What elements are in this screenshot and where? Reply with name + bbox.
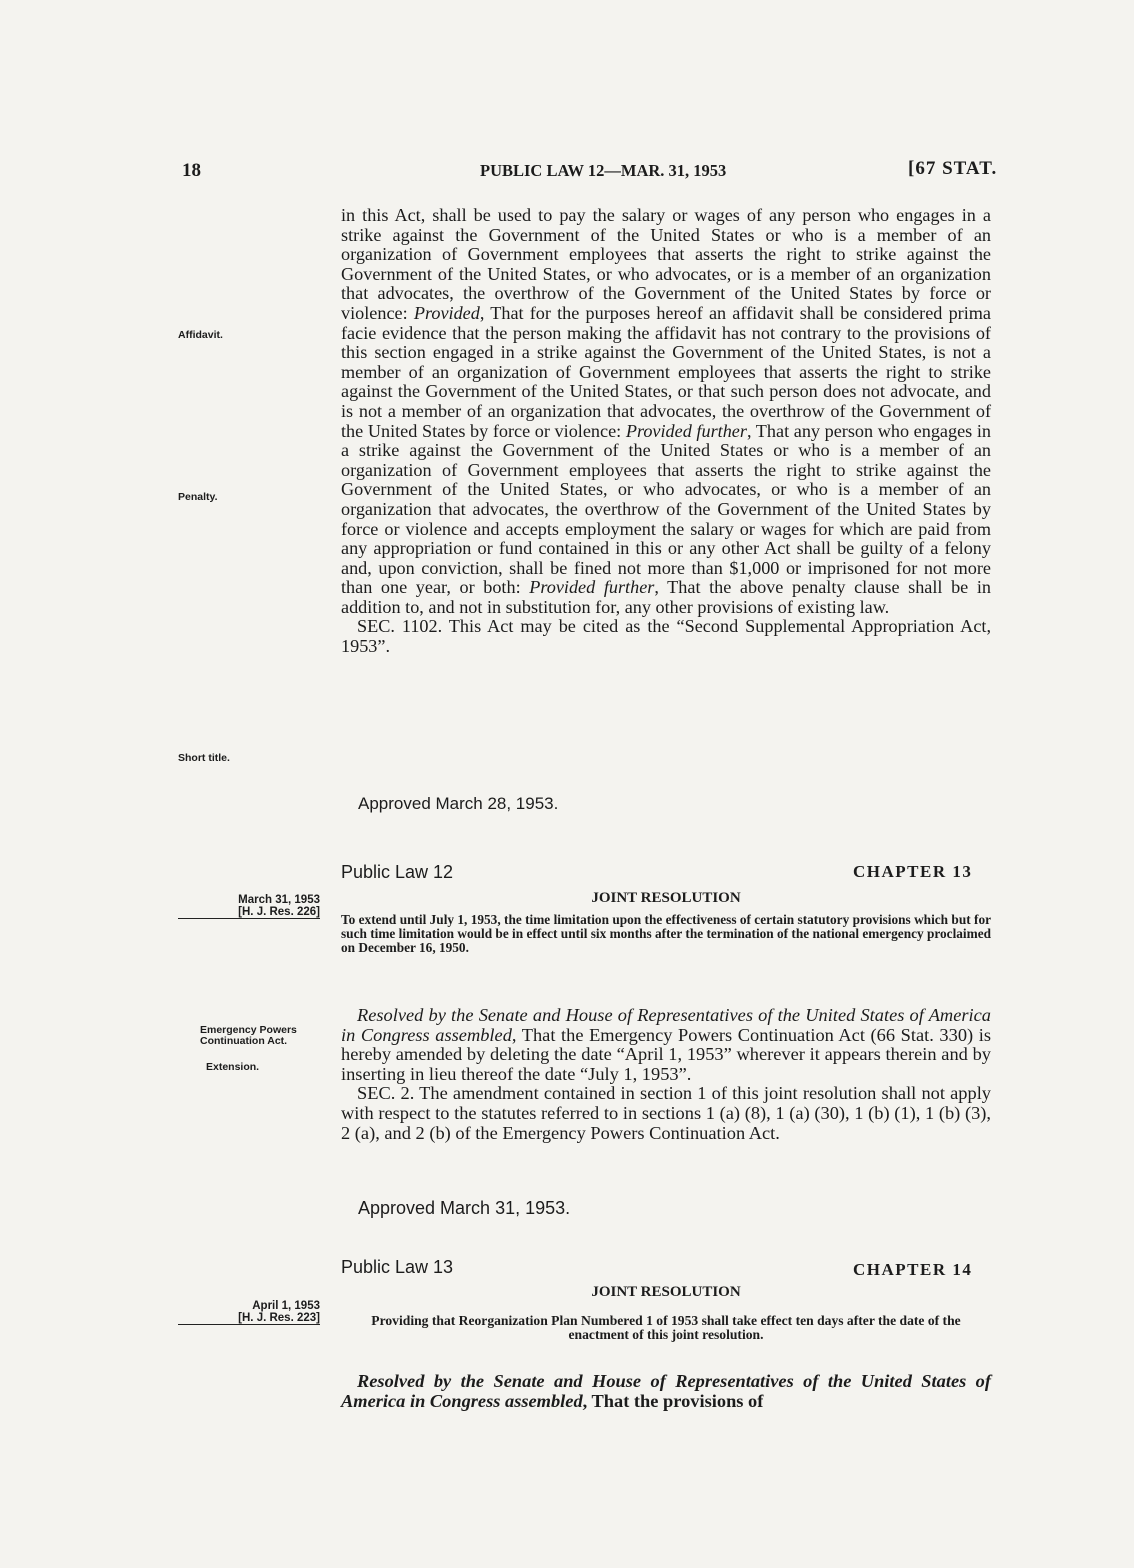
pl12-summary-text: To extend until July 1, 1953, the time limitation upon the effectiveness of certain statutory provisions which but for such time limitation would be in effect until six months after the termination of the national emergency proclaimed on December 16, 1950.: [341, 912, 991, 955]
pl13-resolved-clause: [341, 1372, 991, 1411]
pl12-resolved-italic: Resolved by the Senate and House of Representatives of the United States of America in Congress assembled: [341, 1005, 991, 1045]
statute-reference: [67 STAT.: [908, 158, 998, 179]
pl12-summary: [341, 913, 991, 955]
pl12-label: Public Law 12: [341, 862, 454, 882]
margin-note-affidavit: Affidavit.: [178, 329, 223, 341]
provided-further-italic: Provided further: [625, 420, 747, 441]
pl13-joint-resolution: JOINT RESOLUTION: [591, 1284, 741, 1300]
running-title: PUBLIC LAW 12—MAR. 31, 1953: [480, 161, 727, 180]
page-number: 18: [182, 160, 201, 181]
para-part-d: , That the above penalty clause shall be in addition to, and not in substitution for, any other provisions of existing law.: [341, 577, 991, 617]
pl13-body: [341, 1372, 991, 1411]
margin-note-short-title: Short title.: [178, 752, 230, 764]
sec-1102: SEC. 1102. This Act may be cited as the “Second Supplemental Appropriation Act, 1953”.: [341, 616, 991, 657]
pl13-resolution-ref: [H. J. Res. 223]: [178, 1312, 320, 1325]
pl13-summary: Providing that Reorganization Plan Numbered 1 of 1953 shall take effect ten days after the date of the enactment of this joint resolution.: [371, 1313, 961, 1342]
pl12-chapter: CHAPTER 13: [853, 862, 973, 881]
pl12-sec1-text: , That the Emergency Powers Continuation Act (66 Stat. 330) is hereby amended by deleting the date “April 1, 1953” wherever it appears therein and by inserting in lieu thereof the date “July 1, 1953”.: [341, 1024, 991, 1084]
approved-march-31: Approved March 31, 1953.: [358, 1198, 571, 1218]
pl12-date: March 31, 1953: [238, 894, 320, 906]
pl12-section-2: SEC. 2. The amendment contained in section 1 of this joint resolution shall not apply with respect to the statutes referred to in sections 1 (a) (8), 1 (a) (30), 1 (b) (1), 1 (b) (3), 2 (a), and 2 (b) of the Emergency Powers Continuation Act.: [341, 1083, 991, 1143]
pl13-chapter: CHAPTER 14: [853, 1260, 973, 1279]
pl12-resolution-ref: [H. J. Res. 226]: [178, 906, 320, 919]
continuation-section: [341, 206, 991, 657]
pl12-body: [341, 1006, 991, 1143]
para-part-a: in this Act, shall be used to pay the salary or wages of any person who engages in a strike against the Government of the United States or who is a member of an organization of Government employees that asserts the right to strike against the Government of the United States, or who advocates, or is a member of an organization that advocates, the overthrow of the Government of the United States by force or violence:: [341, 205, 991, 323]
pl13-date-note: [178, 1300, 320, 1325]
margin-note-emergency: Emergency Powers Continuation Act.: [200, 1024, 297, 1047]
pl12-joint-resolution: JOINT RESOLUTION: [591, 890, 741, 906]
para-part-b: , That for the purposes hereof an affidavit shall be considered prima facie evidence that the person making the affidavit has not contrary to the provisions of this section engaged in a strike against the Government of the United States, is not a member of an organization of Government employees that asserts the right to strike against the Government of the United States, or that such person does not advocate, and is not a member of an organization that advocates, the overthrow of the Government of the United States by force or violence:: [341, 302, 991, 441]
pl13-resolved-italic: Resolved by the Senate and House of Representatives of the United States of America in Congress assembled: [341, 1371, 991, 1411]
margin-note-extension: Extension.: [206, 1061, 260, 1073]
continuation-paragraph: [341, 206, 991, 617]
pl12-section-1: [341, 1006, 991, 1084]
margin-note-penalty: Penalty.: [178, 491, 218, 503]
pl13-label: Public Law 13: [341, 1257, 454, 1277]
pl13-date: April 1, 1953: [252, 1300, 320, 1312]
provided-further-italic-2: Provided further: [529, 577, 655, 598]
pl13-text: , That the provisions of: [582, 1390, 764, 1411]
pl12-date-note: [178, 894, 320, 919]
approved-march-28: Approved March 28, 1953.: [358, 794, 559, 813]
provided-italic: Provided: [413, 302, 480, 323]
para-part-c: , That any person who engages in a strike against the Government of the United States or who is a member of an organization of Government employees that asserts the right to strike against the Government of the United States, or who advocates, or who is a member of an organization that advocates, the overthrow of the Government of the United States by force or violence and accepts employment the salary or wages for which are paid from any appropriation or fund contained in this or any other Act shall be guilty of a felony and, upon conviction, shall be fined not more than $1,000 or imprisoned for not more than one year, or both:: [341, 420, 992, 598]
